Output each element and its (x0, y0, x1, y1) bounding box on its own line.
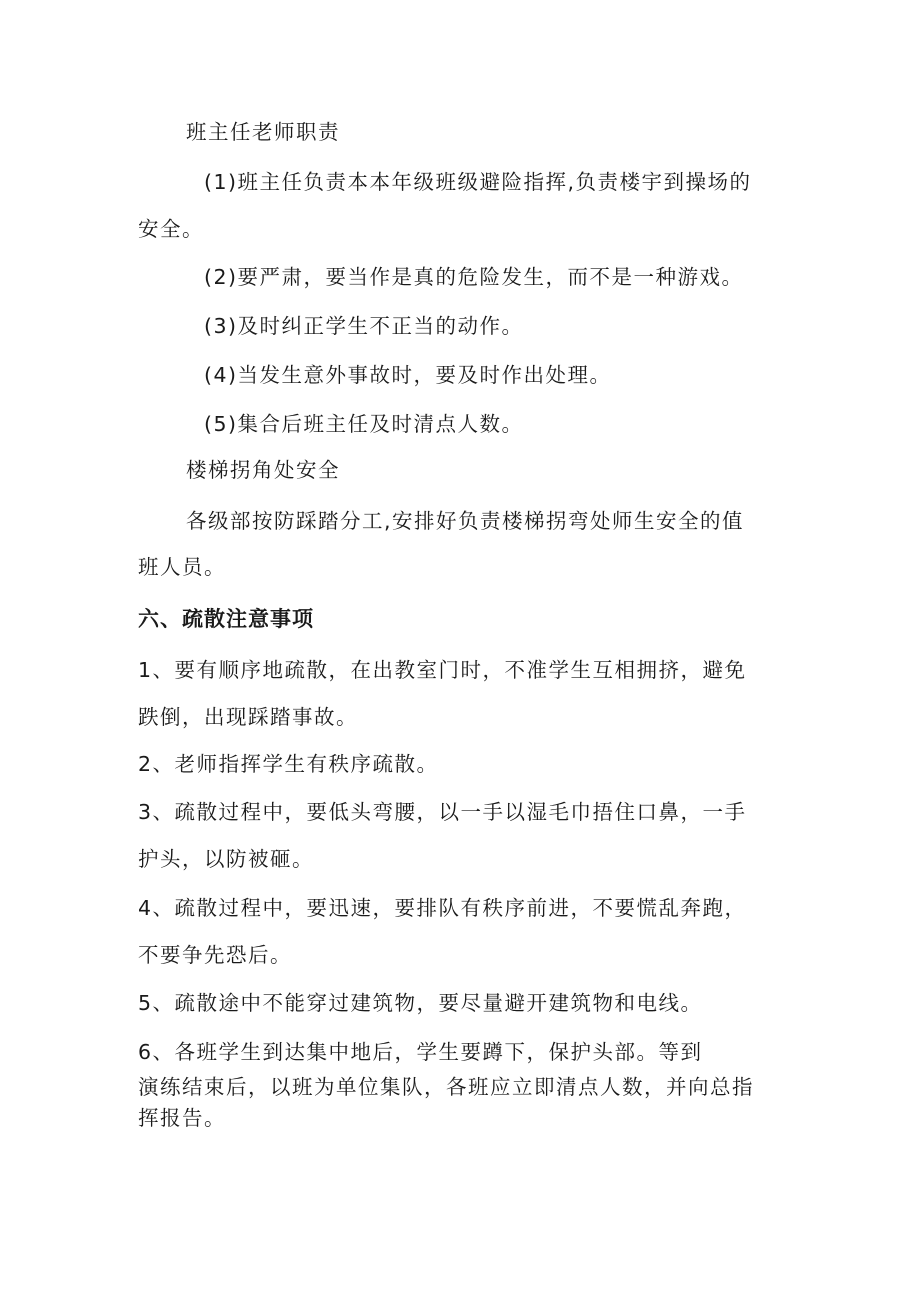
evac-item-1-line2: 跌倒，出现踩踏事故。 (138, 705, 358, 729)
evac-item-6-line2: 演练结束后，以班为单位集队，各班应立即清点人数，并向总指 (138, 1075, 754, 1099)
teacher-item-5: (5)集合后班主任及时清点人数。 (204, 412, 524, 436)
teacher-section-title: 班主任老师职责 (186, 120, 340, 144)
stairs-section-title: 楼梯拐角处安全 (186, 458, 340, 482)
evac-item-5: 5、疏散途中不能穿过建筑物，要尽量避开建筑物和电线。 (138, 991, 703, 1015)
stairs-para-line1: 各级部按防踩踏分工,安排好负责楼梯拐弯处师生安全的值 (186, 509, 745, 533)
evac-item-4-line2: 不要争先恐后。 (138, 943, 292, 967)
evac-item-3-line1: 3、疏散过程中，要低头弯腰，以一手以湿毛巾捂住口鼻，一手 (138, 800, 747, 824)
teacher-item-1-line2: 安全。 (138, 217, 204, 241)
evac-item-3-line2: 护头，以防被砸。 (138, 847, 314, 871)
evac-item-1-line1: 1、要有顺序地疏散，在出教室门时，不准学生互相拥挤，避免 (138, 658, 747, 682)
teacher-item-3: (3)及时纠正学生不正当的动作。 (204, 314, 524, 338)
teacher-item-4: (4)当发生意外事故时，要及时作出处理。 (204, 363, 612, 387)
stairs-para-line2: 班人员。 (138, 555, 226, 579)
teacher-item-1-line1: (1)班主任负责本本年级班级避险指挥,负责楼宇到操场的 (204, 170, 752, 194)
evac-item-6-line1: 6、各班学生到达集中地后，学生要蹲下，保护头部。等到 (138, 1040, 703, 1064)
evac-item-6-line3: 挥报告。 (138, 1106, 226, 1130)
evacuation-heading: 六、疏散注意事项 (138, 607, 314, 631)
evac-item-2: 2、老师指挥学生有秩序疏散。 (138, 752, 439, 776)
teacher-item-2: (2)要严肃，要当作是真的危险发生，而不是一种游戏。 (204, 265, 744, 289)
evac-item-4-line1: 4、疏散过程中，要迅速，要排队有秩序前进，不要慌乱奔跑， (138, 896, 747, 920)
